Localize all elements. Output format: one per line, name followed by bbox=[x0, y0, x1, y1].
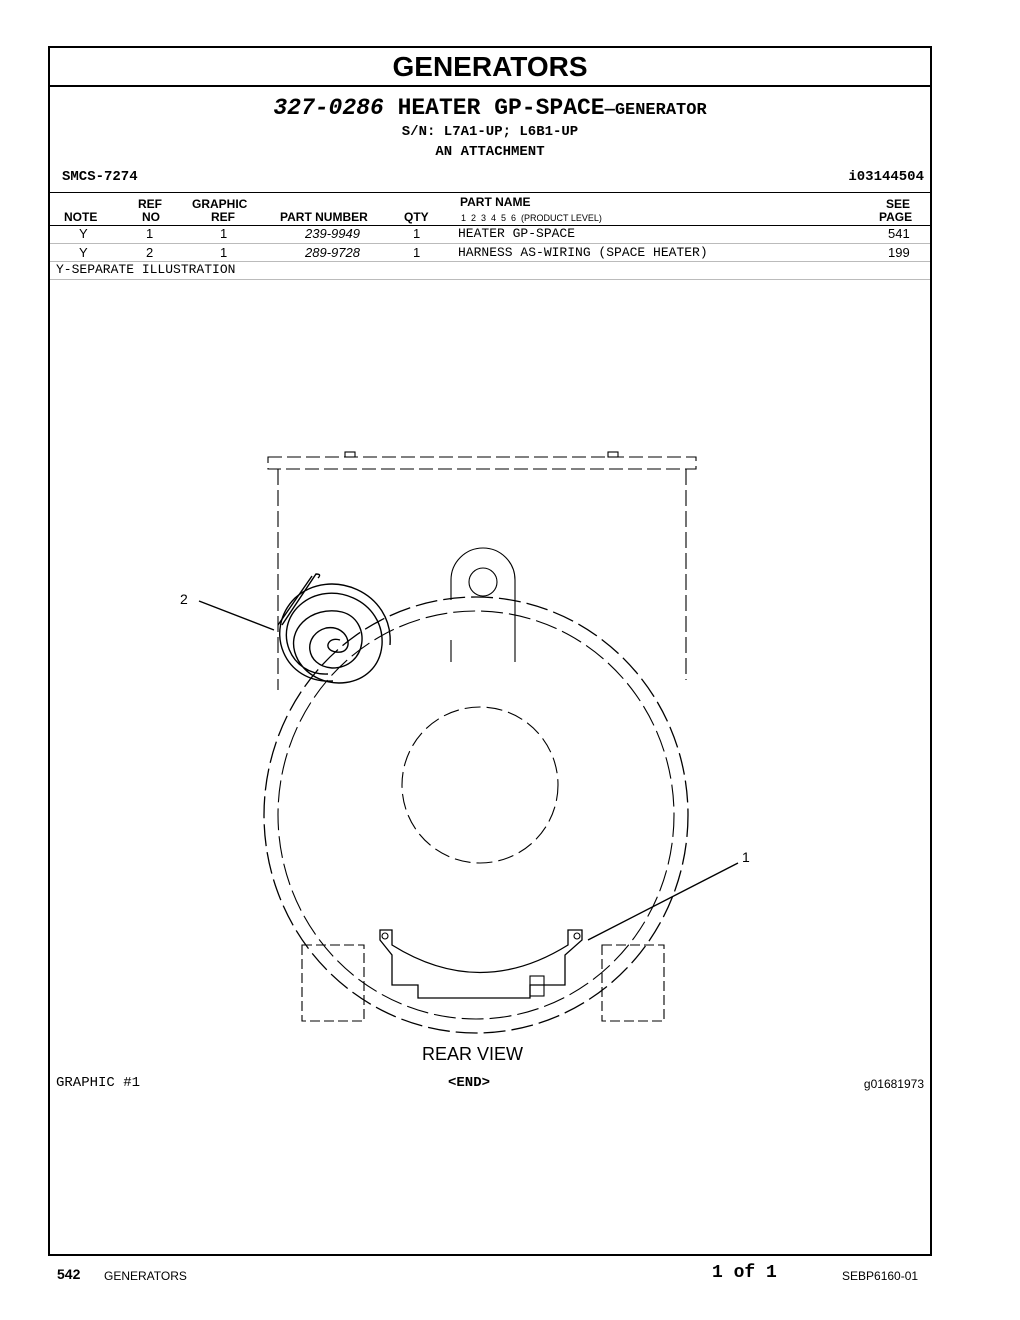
heater-terminal bbox=[530, 976, 544, 996]
col-ref-no-1: REF bbox=[138, 197, 162, 211]
col-graphic-ref-1: GRAPHIC bbox=[192, 197, 248, 211]
footer-section: GENERATORS bbox=[104, 1269, 187, 1283]
serial-range: S/N: L7A1-UP; L6B1-UP bbox=[401, 124, 579, 140]
space-heater-coil bbox=[278, 574, 390, 683]
row1-part-name: HEATER GP-SPACE bbox=[458, 226, 576, 241]
row2-ref-no: 2 bbox=[146, 245, 154, 260]
group-suffix: —GENERATOR bbox=[604, 101, 707, 120]
space-heater-strip bbox=[380, 930, 582, 998]
col-note: NOTE bbox=[64, 210, 98, 224]
row1-note: Y bbox=[79, 226, 88, 241]
top-stud-right bbox=[608, 452, 618, 457]
bracket-hole-right bbox=[574, 933, 580, 939]
info-id: i03144504 bbox=[848, 169, 924, 185]
callout-2-leader bbox=[199, 601, 274, 630]
row2-note: Y bbox=[79, 245, 88, 260]
lifting-eye bbox=[451, 548, 515, 662]
row1-qty: 1 bbox=[413, 226, 421, 241]
row1-see-page: 541 bbox=[888, 226, 910, 241]
graphic-id: g01681973 bbox=[863, 1077, 924, 1091]
row2-graphic-ref: 1 bbox=[220, 245, 228, 260]
top-stud-left bbox=[345, 452, 355, 457]
mounting-foot-right bbox=[602, 945, 664, 1021]
footnote: Y-SEPARATE ILLUSTRATION bbox=[56, 262, 236, 277]
footer-doc-number: SEBP6160-01 bbox=[842, 1269, 919, 1283]
row1-ref-no: 1 bbox=[146, 226, 154, 241]
row1-graphic-ref: 1 bbox=[220, 226, 228, 241]
smcs-code: SMCS-7274 bbox=[62, 169, 138, 185]
end-marker: <END> bbox=[448, 1075, 491, 1091]
row2-see-page: 199 bbox=[888, 245, 910, 260]
col-graphic-ref-2: REF bbox=[211, 210, 235, 224]
col-see-page-1: SEE bbox=[886, 197, 911, 211]
row2-part-number: 289-9728 bbox=[305, 245, 360, 260]
footer-page-of: 1 of 1 bbox=[712, 1263, 777, 1283]
shaft-bearing-circle bbox=[402, 707, 558, 863]
group-part-number: 327-0286 bbox=[273, 95, 384, 121]
lifting-eye-hole bbox=[469, 568, 497, 596]
footer-page-number: 542 bbox=[57, 1266, 81, 1282]
graphic-label: GRAPHIC #1 bbox=[56, 1075, 141, 1091]
section-header: GENERATORS bbox=[50, 48, 930, 87]
col-qty: QTY bbox=[404, 210, 429, 224]
col-part-name: PART NAME bbox=[460, 195, 531, 209]
group-type: AN ATTACHMENT bbox=[435, 144, 545, 160]
row2-qty: 1 bbox=[413, 245, 421, 260]
end-bell-inner bbox=[278, 611, 674, 1019]
col-part-number: PART NUMBER bbox=[280, 210, 368, 224]
group-name: HEATER GP-SPACE bbox=[397, 95, 605, 121]
callout-1-leader bbox=[588, 863, 738, 940]
end-bell-outer bbox=[264, 597, 688, 1033]
row1-part-number: 239-9949 bbox=[305, 226, 360, 241]
col-ref-no-2: NO bbox=[142, 210, 160, 224]
housing-top-plate bbox=[268, 457, 696, 469]
bracket-hole-left bbox=[382, 933, 388, 939]
col-see-page-2: PAGE bbox=[879, 210, 913, 224]
col-product-level: 1 2 3 4 5 6 (PRODUCT LEVEL) bbox=[461, 213, 602, 223]
callout-2-label: 2 bbox=[180, 591, 188, 607]
row2-part-name: HARNESS AS-WIRING (SPACE HEATER) bbox=[458, 245, 708, 260]
callout-1-label: 1 bbox=[742, 849, 750, 865]
view-label: REAR VIEW bbox=[422, 1044, 524, 1064]
